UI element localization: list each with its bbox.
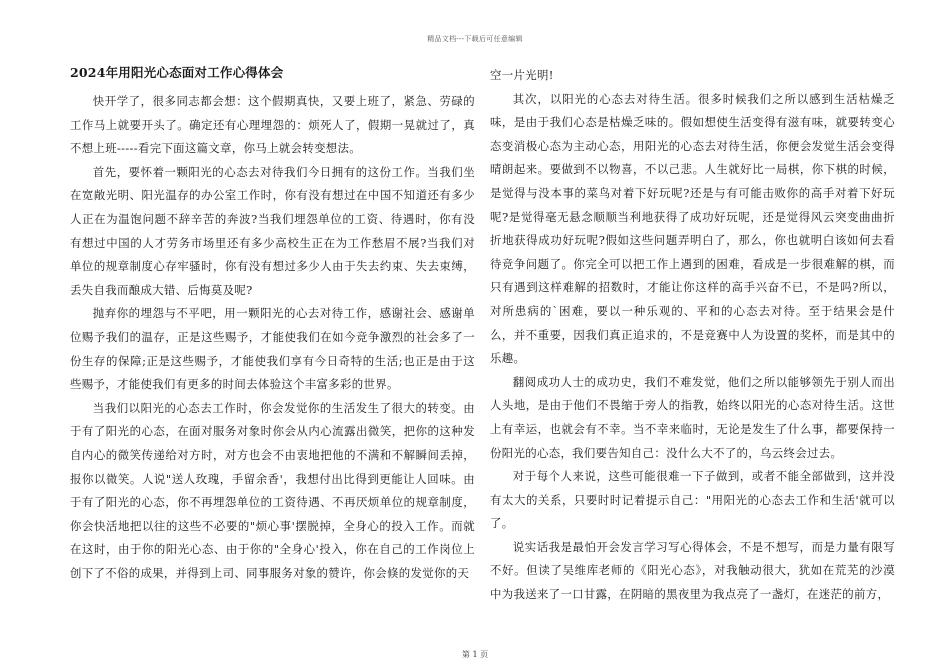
page-number: 第 1 页	[461, 650, 489, 659]
paragraph: 说实话我是最怕开会发言学习写心得体会，不是不想写，而是力量有限写不好。但读了吴维库老师的《阳光心态》，对我触动很大，犹如在荒芜的沙漠中为我送来了一口甘露，在阴暗的黑夜里为我点亮了一盏灯，在迷茫的前方，	[490, 539, 895, 602]
paragraph: 首先，要怀着一颗阳光的心态去对待我们今日拥有的这份工作。当我们坐在宽敞光明、阳光温存的办公室工作时，你有没有想过在中国不知道还有多少人正在为温饱问题不辞辛苦的奔波?当我们埋怨单位的工资、待遇时，你有没有想过中国的人才劳务市场里还有多少高校生正在为工作愁眉不展?当我们对单位的规章制度心存牢骚时，你有没有想过多少人由于失去约束、失去束缚，丢失自我而酿成大错、后悔莫及呢?	[70, 164, 475, 297]
paragraph: 抛弃你的埋怨与不平吧，用一颗阳光的心去对待工作，感谢社会、感谢单位赐予我们的温存，正是这些赐予，才能使我们在如今竞争激烈的社会多了一份生存的保障;正是这些赐予，才能使我们享有今日奇特的生活;也正是由于这些赐予，才能使我们有更多的时间去体验这个丰富多彩的世界。	[70, 306, 475, 392]
document-title: 2024年用阳光心态面对工作心得体会	[70, 65, 284, 80]
paragraph: 快开学了，很多同志都会想：这个假期真快，又要上班了，紧急、劳碌的工作马上就要开头了。确定还有心理埋怨的：烦死人了，假期一晃就过了，真不想上班-----看完下面这篇文章，你马上就会转变想法。	[70, 94, 475, 156]
paragraph: 对于每个人来说，这些可能很难一下子做到，或者不能全部做到，这并没有太大的关系，只要时时记着提示自己："用阳光的心态去工作和生活'就可以了。	[490, 469, 895, 531]
paragraph-continuation: 空一片光明!	[490, 68, 554, 82]
left-column	[70, 64, 475, 585]
page-header: 精品文档---下载后可任意编辑	[427, 35, 523, 43]
right-column	[490, 64, 895, 607]
paragraph: 当我们以阳光的心态去工作时，你会发觉你的生活发生了很大的转变。由于有了阳光的心态，在面对服务对象时你会从内心流露出微笑，把你的这种发自内心的微笑传递给对方时，对方也会不由衷地把他的不满和不解瞬间丢掉，报你以微笑。人说"送人玫瑰，手留余香'，我想付出比得到更能让人回味。由于有了阳光的心态，你不再埋怨单位的工资待遇、不再厌烦单位的规章制度，你会快活地把以往的这些不必要的"烦心事'摆脱掉，全身心的投入工作。而就在这时，由于你的阳光心态、由于你的"全身心'投入，你在自己的工作岗位上创下了不俗的成果，并得到上司、同事服务对象的赞许，你会倏的发觉你的天	[70, 400, 475, 580]
paragraph: 翻阅成功人士的成功史，我们不难发觉，他们之所以能够领先于别人而出人头地，是由于他们不畏缩于旁人的指教，始终以阳光的心态对待生活。这世上有幸运，也就会有不幸。当不幸来临时，无论是发生了什么事，都要保持一份阳光的心态，我们要告知自己：没什么大不了的，乌云终会过去。	[490, 374, 895, 460]
paragraph: 其次，以阳光的心态去对待生活。很多时候我们之所以感到生活枯燥乏味，是由于我们心态是枯燥乏味的。假如想使生活变得有滋有味，就要转变心态变消极心态为主动心态，用阳光的心态去对待生活，你便会发觉生活会变得晴朗起来。要做到不以物喜，不以己悲。人生就好比一局棋，你下棋的时候，是觉得与没本事的菜鸟对着下好玩呢?还是与有可能击败你的高手对着下好玩呢?是觉得毫无悬念顺顺当利地获得了成功好玩呢，还是觉得风云突变曲曲折折地获得成功好玩呢?假如这些问题弄明白了，那么，你也就明白该如何去看待竞争问题了。你完全可以把工作上遇到的困难，看成是一步很难解的棋，而只有遇到这样难解的招数时，才能让你这样的高手兴奋不已，不是吗?所以，对所患病的`困难，要以一种乐观的、平和的心态去对待。至于结果会是什么，并不重要，因我们真正追求的，不是竞赛中人为设置的奖杯，而是其中的乐趣。	[490, 91, 895, 366]
